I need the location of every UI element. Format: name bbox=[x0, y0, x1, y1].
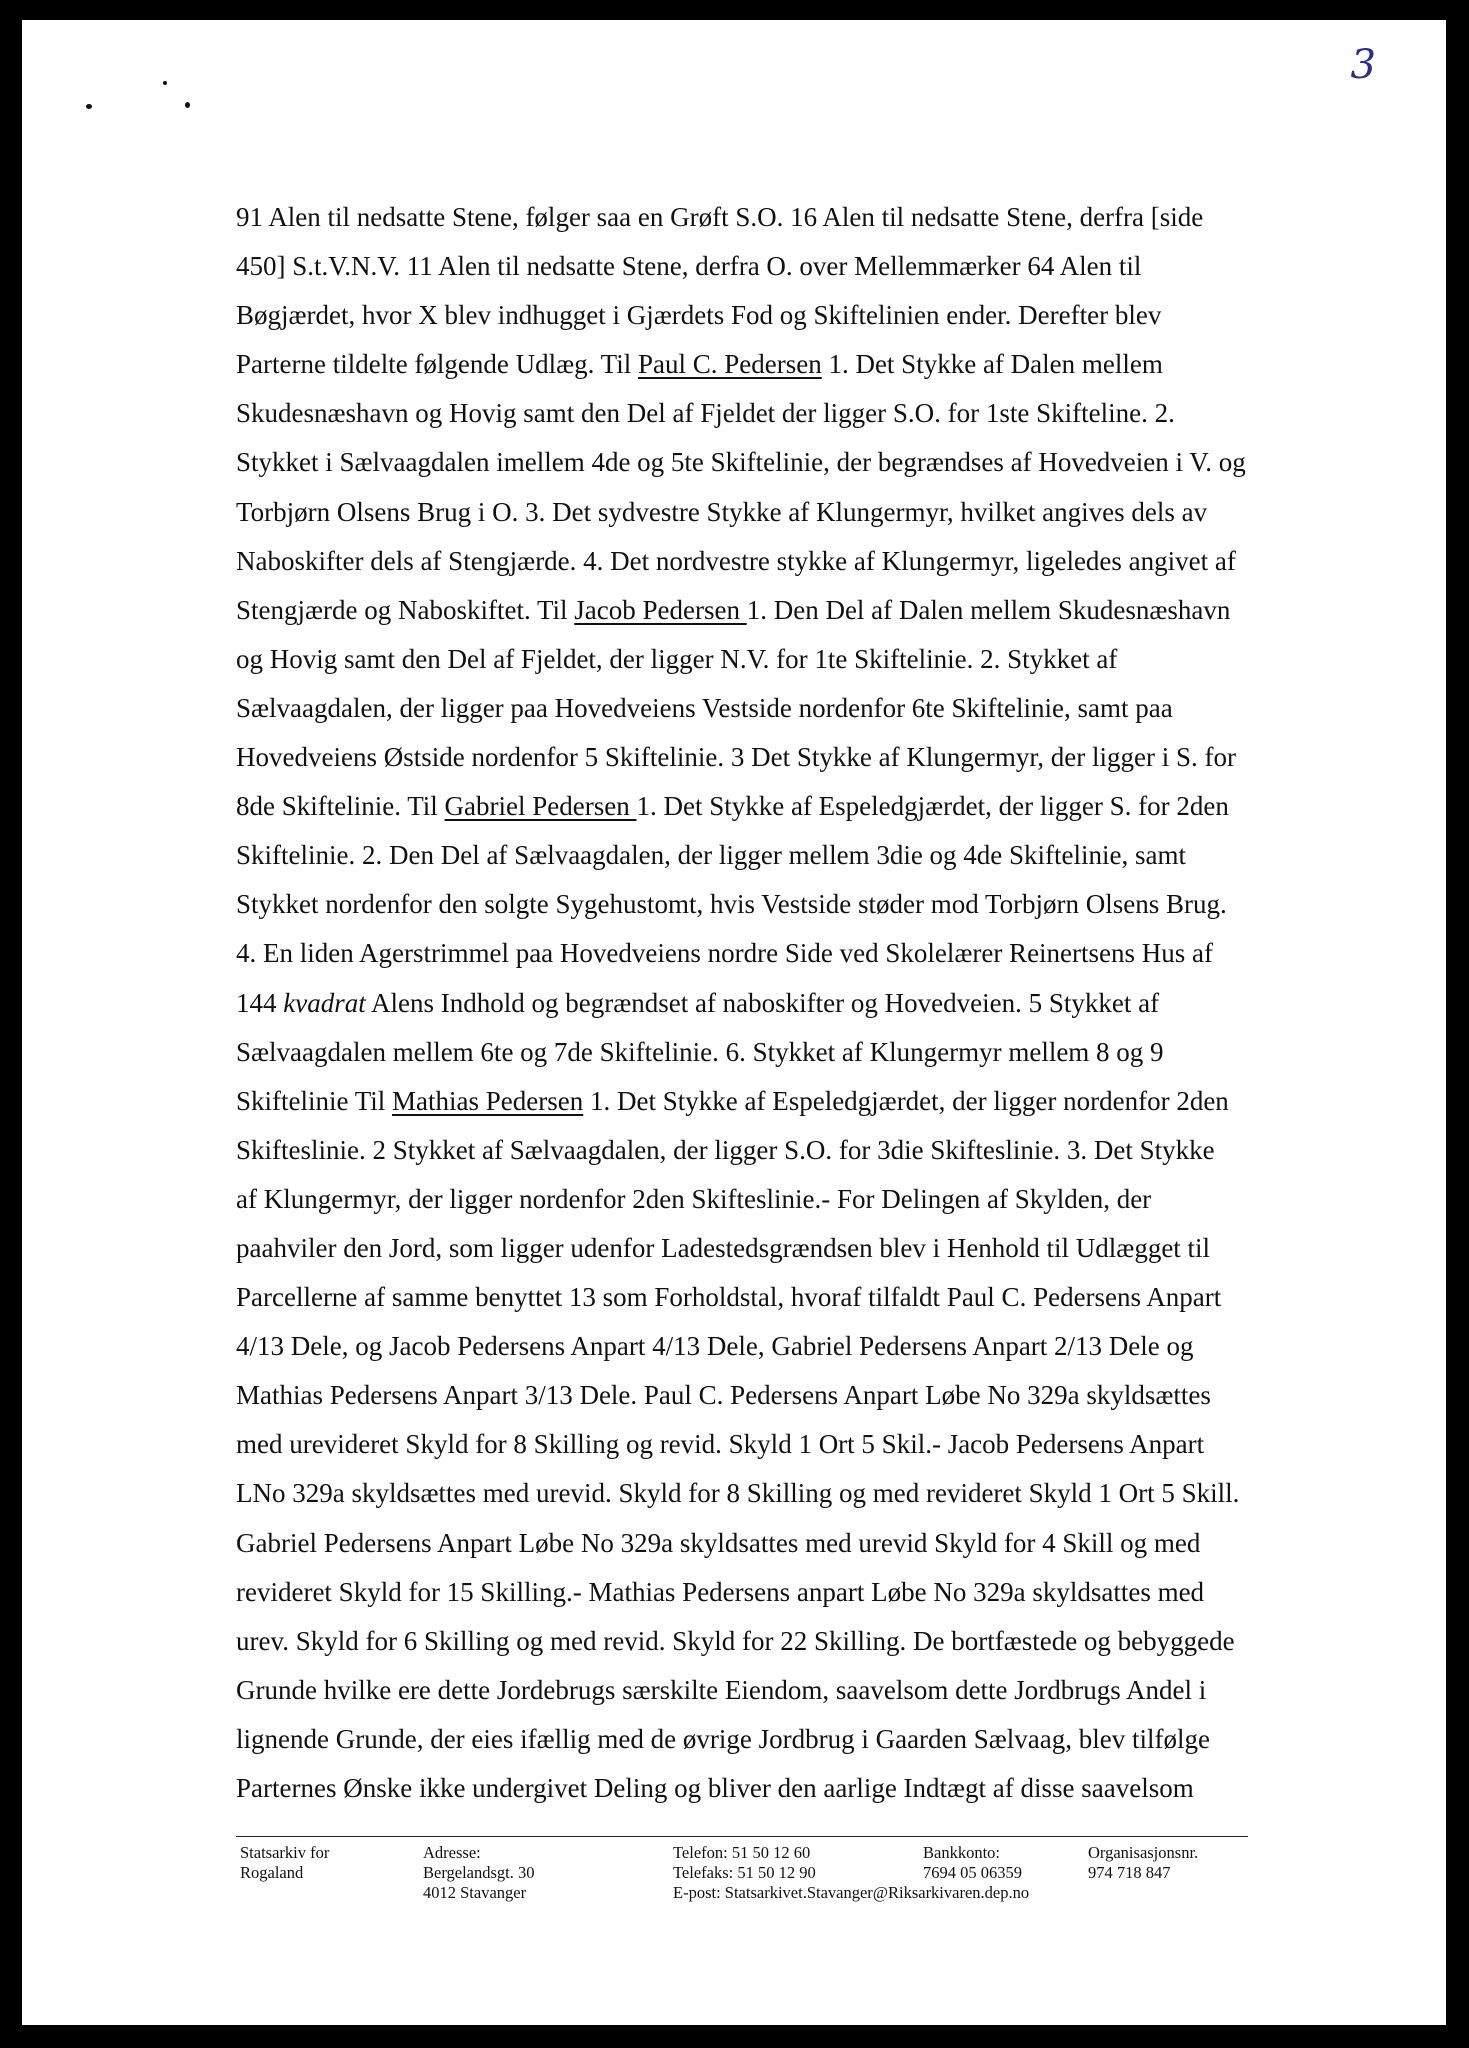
party-name: Paul C. Pedersen bbox=[637, 349, 822, 380]
text-segment: Sælvaagdalen mellem 6te og 7de Skiftelinie. 6. Stykket af Klungermyr mellem 8 og 9 bbox=[236, 1036, 1164, 1067]
text-line bbox=[236, 1322, 1286, 1371]
text-segment: Stengjærde og Naboskiftet. Til bbox=[236, 594, 575, 625]
scan-speck bbox=[185, 102, 190, 108]
text-line bbox=[236, 733, 1286, 782]
text-segment: urev. Skyld for 6 Skilling og med revid. Skyld for 22 Skilling. De bortfæstede og bebyggede bbox=[236, 1625, 1235, 1656]
scan-speck bbox=[86, 104, 92, 109]
text-segment: Stykket i Sælvaagdalen imellem 4de og 5te Skiftelinie, der begrændses af Hovedveien i V. og bbox=[236, 447, 1246, 478]
text-line bbox=[236, 635, 1286, 684]
footer-institution-line: Statsarkiv for bbox=[240, 1843, 330, 1862]
text-segment: Stykket nordenfor den solgte Sygehustomt, hvis Vestside støder mod Torbjørn Olsens Brug. bbox=[236, 889, 1227, 920]
text-segment: og Hovig samt den Del af Fjeldet, der ligger N.V. for 1te Skiftelinie. 2. Stykket af bbox=[236, 643, 1118, 674]
italic-word: kvadrat bbox=[283, 987, 366, 1018]
text-line bbox=[236, 340, 1286, 389]
text-line bbox=[236, 979, 1286, 1028]
text-line bbox=[236, 438, 1286, 487]
text-line bbox=[236, 193, 1286, 242]
footer-org-label: Organisasjonsnr. bbox=[1088, 1843, 1199, 1862]
text-line bbox=[236, 929, 1286, 978]
text-line bbox=[236, 1617, 1286, 1666]
text-segment: Skiftelinie. 2. Den Del af Sælvaagdalen, der ligger mellem 3die og 4de Skiftelinie, samt bbox=[236, 840, 1187, 871]
text-line bbox=[236, 782, 1286, 831]
party-name: Jacob Pedersen bbox=[574, 594, 747, 625]
text-segment: 8de Skiftelinie. Til bbox=[236, 791, 445, 822]
text-line bbox=[236, 684, 1286, 733]
text-segment: 450] S.t.V.N.V. 11 Alen til nedsatte Stene, derfra O. over Mellemmærker 64 Alen til bbox=[236, 251, 1142, 282]
text-segment: Parternes Ønske ikke undergivet Deling og bliver den aarlige Indtægt af disse saavelsom bbox=[236, 1773, 1194, 1803]
text-segment: Skudesnæshavn og Hovig samt den Del af Fjeldet der ligger S.O. for 1ste Skifteline. 2. bbox=[236, 398, 1175, 429]
footer-divider bbox=[236, 1836, 1248, 1837]
footer-bank-number: 7694 05 06359 bbox=[923, 1863, 1022, 1882]
text-segment: 1. Det Stykke af Espeledgjærdet, der ligger nordenfor 2den bbox=[583, 1085, 1229, 1116]
text-line bbox=[236, 1568, 1286, 1617]
text-segment: revideret Skyld for 15 Skilling.- Mathias Pedersens anpart Løbe No 329a skyldsattes med bbox=[236, 1576, 1205, 1607]
footer-address-city: 4012 Stavanger bbox=[423, 1883, 527, 1902]
text-line bbox=[236, 1666, 1286, 1715]
text-line bbox=[236, 537, 1286, 586]
text-segment: 1. Den Del af Dalen mellem Skudesnæshavn bbox=[746, 594, 1231, 625]
footer-address-street: Bergelandsgt. 30 bbox=[423, 1863, 535, 1882]
footer-institution bbox=[240, 1843, 329, 1883]
scan-speck bbox=[163, 81, 167, 85]
text-segment: Grunde hvilke ere dette Jordebrugs særskilte Eiendom, saavelsom dette Jordbrugs Andel i bbox=[236, 1674, 1207, 1705]
text-segment: paahviler den Jord, som ligger udenfor Ladestedsgrændsen blev i Henhold til Udlægget til bbox=[236, 1232, 1211, 1263]
footer-org-number: 974 718 847 bbox=[1088, 1863, 1171, 1882]
text-line bbox=[236, 1077, 1286, 1126]
body-text bbox=[236, 193, 1286, 1813]
text-line bbox=[236, 291, 1286, 340]
footer-phone: Telefon: 51 50 12 60 bbox=[673, 1843, 811, 1862]
text-line bbox=[236, 1764, 1286, 1813]
text-line bbox=[236, 1469, 1286, 1518]
footer-email: E-post: Statsarkivet.Stavanger@Riksarkivaren.dep.no bbox=[673, 1883, 1030, 1902]
party-name: Gabriel Pedersen bbox=[444, 791, 637, 822]
footer-bank-label: Bankkonto: bbox=[923, 1843, 1000, 1862]
text-segment: Parcellerne af samme benyttet 13 som Forholdstal, hvoraf tilfaldt Paul C. Pedersens Anpart bbox=[236, 1282, 1222, 1313]
text-segment: med urevideret Skyld for 8 Skilling og revid. Skyld 1 Ort 5 Skil.- Jacob Pedersens Anpart bbox=[236, 1429, 1205, 1460]
footer-institution-line: Rogaland bbox=[240, 1863, 304, 1882]
text-segment: 144 bbox=[236, 987, 284, 1018]
text-line bbox=[236, 831, 1286, 880]
text-line bbox=[236, 880, 1286, 929]
footer-fax: Telefaks: 51 50 12 90 bbox=[673, 1863, 816, 1882]
text-segment: Hovedveiens Østside nordenfor 5 Skiftelinie. 3 Det Stykke af Klungermyr, der ligger i S. for bbox=[236, 742, 1236, 773]
footer-address-label: Adresse: bbox=[423, 1843, 481, 1862]
page-number: 3 bbox=[1350, 42, 1376, 88]
text-segment: Parterne tildelte følgende Udlæg. Til bbox=[236, 349, 638, 380]
document-page bbox=[22, 20, 1446, 2025]
text-segment: 1. Det Stykke af Dalen mellem bbox=[821, 349, 1163, 380]
text-segment: Gabriel Pedersens Anpart Løbe No 329a skyldsattes med urevid Skyld for 4 Skill og med bbox=[236, 1527, 1201, 1558]
text-line bbox=[236, 1420, 1286, 1469]
text-segment: af Klungermyr, der ligger nordenfor 2den Skifteslinie.- For Delingen af Skylden, der bbox=[236, 1183, 1152, 1214]
text-line bbox=[236, 1715, 1286, 1764]
text-segment: Torbjørn Olsens Brug i O. 3. Det sydvestre Stykke af Klungermyr, hvilket angives dels av bbox=[236, 496, 1208, 527]
text-segment: Skifteslinie. 2 Stykket af Sælvaagdalen, der ligger S.O. for 3die Skifteslinie. 3. Det Stykke bbox=[236, 1134, 1215, 1165]
text-line bbox=[236, 1371, 1286, 1420]
text-segment: 4. En liden Agerstrimmel paa Hovedveiens nordre Side ved Skolelærer Reinertsens Hus af bbox=[236, 938, 1214, 969]
text-line bbox=[236, 1519, 1286, 1568]
text-segment: Bøgjærdet, hvor X blev indhugget i Gjærdets Fod og Skiftelinien ender. Derefter blev bbox=[236, 300, 1162, 331]
text-segment: Sælvaagdalen, der ligger paa Hovedveiens Vestside nordenfor 6te Skiftelinie, samt paa bbox=[236, 692, 1173, 723]
footer-bank bbox=[923, 1843, 1022, 1883]
text-line bbox=[236, 1028, 1286, 1077]
text-segment: 1. Det Stykke af Espeledgjærdet, der ligger S. for 2den bbox=[636, 791, 1229, 822]
party-name: Mathias Pedersen bbox=[392, 1085, 584, 1116]
text-line bbox=[236, 1175, 1286, 1224]
text-segment: LNo 329a skyldsættes med urevid. Skyld for 8 Skilling og med revideret Skyld 1 Ort 5 Skill. bbox=[236, 1478, 1240, 1509]
text-segment: Mathias Pedersens Anpart 3/13 Dele. Paul C. Pedersens Anpart Løbe No 329a skyldsættes bbox=[236, 1380, 1211, 1411]
text-line bbox=[236, 1224, 1286, 1273]
text-line bbox=[236, 488, 1286, 537]
text-line bbox=[236, 389, 1286, 438]
text-line bbox=[236, 586, 1286, 635]
text-segment: lignende Grunde, der eies ifællig med de øvrige Jordbrug i Gaarden Sælvaag, blev tilfølge bbox=[236, 1723, 1210, 1754]
text-segment: Alens Indhold og begrændset af naboskifter og Hovedveien. 5 Stykket af bbox=[365, 987, 1160, 1018]
text-segment: Naboskifter dels af Stengjærde. 4. Det nordvestre stykke af Klungermyr, ligeledes angivet af bbox=[236, 545, 1236, 576]
text-line bbox=[236, 242, 1286, 291]
text-line bbox=[236, 1273, 1286, 1322]
text-segment: 91 Alen til nedsatte Stene, følger saa en Grøft S.O. 16 Alen til nedsatte Stene, derfra [side bbox=[236, 202, 1204, 232]
text-segment: Skiftelinie Til bbox=[236, 1085, 393, 1116]
text-line bbox=[236, 1126, 1286, 1175]
footer-address bbox=[423, 1843, 535, 1903]
text-segment: 4/13 Dele, og Jacob Pedersens Anpart 4/13 Dele, Gabriel Pedersens Anpart 2/13 Dele og bbox=[236, 1331, 1194, 1362]
footer-org bbox=[1088, 1843, 1198, 1883]
